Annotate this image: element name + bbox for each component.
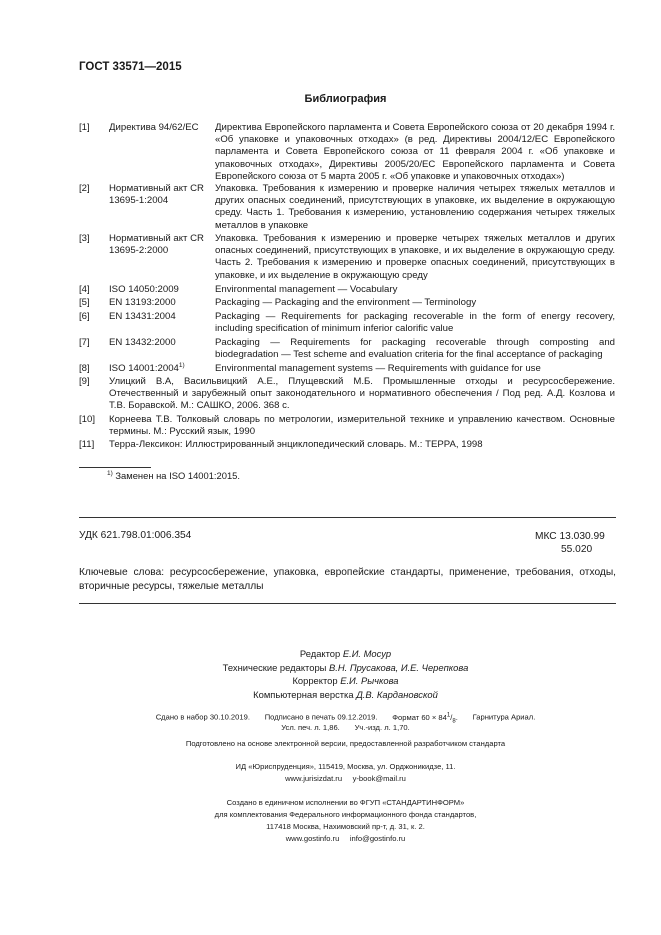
ref-number: [2] [79, 183, 90, 194]
ref-number: [10] [79, 414, 96, 425]
ref-number: [8] [79, 363, 90, 374]
credit-role: Корректор [292, 675, 338, 686]
imprint-typeface: Гарнитура Ариал. [472, 712, 536, 722]
credit-role: Технические редакторы [222, 661, 327, 673]
credits [0, 647, 661, 701]
ref-text: Environmental management — Vocabulary [215, 284, 398, 295]
ref-code: EN 13432:2000 [109, 337, 176, 348]
credit-person: Д.В. Кардановской [356, 688, 438, 700]
credit-person: Е.И. Мосур [342, 648, 392, 659]
keywords: Ключевые слова: ресурсосбережение, упаковка, европейские стандарты, применение, требования, отходы, вторичные ресурсы, тяжелые металлы [79, 567, 616, 592]
ref-code: EN 13431:2004 [109, 311, 176, 322]
credit-editor [30, 647, 661, 661]
document-code: ГОСТ 33571—2015 [79, 61, 182, 73]
footnote-mark: 1) [107, 469, 113, 477]
ref-number: [1] [79, 122, 90, 133]
credit-layout [30, 688, 661, 702]
ref-code: Директива 94/62/ЕС [109, 122, 199, 133]
mks-line-1: МКС 13.030.99 [535, 531, 605, 542]
credit-tech-editors [30, 661, 661, 675]
bibliography-title: Библиография [304, 93, 387, 105]
imprint-line-7: для комплектования Федерального информационного фонда стандартов, [214, 810, 477, 819]
ref-code [109, 363, 209, 375]
ref-number: [9] [79, 376, 90, 387]
ref-code: ISO 14050:2009 [109, 284, 179, 295]
publisher-email: y-book@mail.ru [352, 774, 406, 783]
imprint-print-sheets: Усл. печ. л. 1,86. [281, 723, 340, 732]
divider-top [79, 517, 616, 518]
imprint-line-6: Создано в единичном исполнении во ФГУП «СТАНДАРТИНФОРМ» [226, 798, 465, 807]
publisher-website: www.jurisizdat.ru [285, 774, 343, 783]
ref-code: Нормативный акт CR 13695-2:2000 [109, 233, 204, 257]
ref-code: EN 13193:2000 [109, 297, 176, 308]
footnote-divider [79, 467, 151, 468]
imprint-line-9 [0, 833, 661, 846]
imprint-format-text: Формат 60 × 84 [392, 712, 447, 722]
ref-text: Терра-Лексикон: Иллюстрированный энциклопедический словарь. М.: ТЕРРА, 1998 [109, 439, 483, 450]
ref-number: [3] [79, 233, 90, 244]
ref-text: Директива Европейского парламента и Совета Европейского союза от 20 декабря 1994 г. «Об упаковке и упаковочных отходах» (в ред. Директивы 2004/12/ЕС Европейского парламента и Совета Европейского союза от 11 февраля 2004 г. «Об упаковке и упаковочных отходах», Директивы 2005/20/ЕС Европейского парламента и Совета Европейского союза от 5 марта 2005 г. «Об упаковке и упаковочных отходах») [215, 122, 615, 182]
imprint-format-sup: 1 [446, 712, 451, 718]
footnote [107, 470, 240, 481]
footnote-text: Заменен на ISO 14001:2015. [115, 470, 240, 481]
ref-text: Packaging — Requirements for packaging recoverable through composting and biodegradation — Test scheme and evaluation criteria for the final acceptance of packaging [215, 337, 615, 361]
footnote-marker: 1) [178, 361, 185, 369]
imprint-publisher-sheets: Уч.-изд. л. 1,70. [354, 723, 410, 732]
ref-text: Корнеева Т.В. Толковый словарь по метрологии, измерительной технике и управлению качеством. Основные термины. М.: Русский язык, 1990 [109, 414, 615, 438]
credit-corrector [30, 674, 661, 688]
udk-code: УДК 621.798.01:006.354 [79, 530, 192, 541]
credit-person: Е.И. Рычкова [340, 675, 399, 686]
ref-number: [7] [79, 337, 90, 348]
imprint-line-2 [0, 722, 661, 735]
imprint-line-3: Подготовлено на основе электронной версии, предоставленной разработчиком стандарта [185, 739, 506, 748]
ref-number: [11] [79, 439, 95, 450]
credit-role: Компьютерная верстка [253, 688, 354, 700]
imprint-format-sub: 8 [452, 718, 456, 725]
ref-number: [4] [79, 284, 90, 295]
ref-text: Упаковка. Требования к измерению и проверке наличия четырех тяжелых металлов и других опасных соединений, присутствующих в упаковке, их выделение в окружающую среду. Часть 1. Требования к измерению, установлению содержания четырех тяжелых металлов в упаковке [215, 183, 615, 231]
imprint-format: Формат $60 \times 84^1/_8$. [392, 712, 458, 725]
ref-text: Packaging — Packaging and the environment — Terminology [215, 297, 477, 308]
ref-text: Улицкий В.А, Васильвицкий А.Е., Плущевский М.Б. Промышленные отходы и ресурсосбережение. Отечественный и зарубежный опыт законодательного и нормативного обеспечения / Под ред. А.Д. Козлова и Т.В. Боравской. М.: САШКО, 2006. 368 с. [109, 376, 615, 412]
ref-text: Environmental management systems — Requirements with guidance for use [215, 363, 541, 374]
credit-person: В.Н. Прусакова, И.Е. Черепкова [329, 661, 469, 673]
imprint-line-4: ИД «Юриспруденция», 115419, Москва, ул. Орджоникидзе, 11. [235, 762, 456, 771]
ref-code: Нормативный акт CR 13695-1:2004 [109, 183, 204, 207]
mks-line-2: 55.020 [561, 544, 593, 555]
ref-code-text: ISO 14001:2004 [109, 363, 179, 374]
ref-number: [5] [79, 297, 90, 308]
ref-text: Упаковка. Требования к измерению и проверке четырех тяжелых металлов и других опасных соединений, присутствующих в упаковке, и их выделение в окружающую среду. Часть 2. Требования к измерению и проверке опасных соединений, присутствующих в упаковке, и их выделение в окружающую среду [215, 233, 615, 281]
ref-text: Packaging — Requirements for packaging recoverable in the form of energy recovery, including specification of minimum inferior calorific value [215, 311, 615, 335]
ref-number: [6] [79, 311, 90, 322]
imprint-print-date: Подписано в печать 09.12.2019. [264, 712, 378, 722]
mks-code [535, 530, 605, 556]
imprint-line-8: 117418 Москва, Нахимовский пр-т, д. 31, к. 2. [266, 822, 425, 831]
imprint-typeset-date: Сдано в набор 30.10.2019. [155, 712, 250, 722]
imprint-line-5 [0, 773, 661, 786]
credit-role: Редактор [299, 648, 341, 659]
gostinfo-email: info@gostinfo.ru [349, 834, 406, 843]
gostinfo-website: www.gostinfo.ru [285, 834, 340, 843]
divider-bottom [79, 603, 616, 604]
